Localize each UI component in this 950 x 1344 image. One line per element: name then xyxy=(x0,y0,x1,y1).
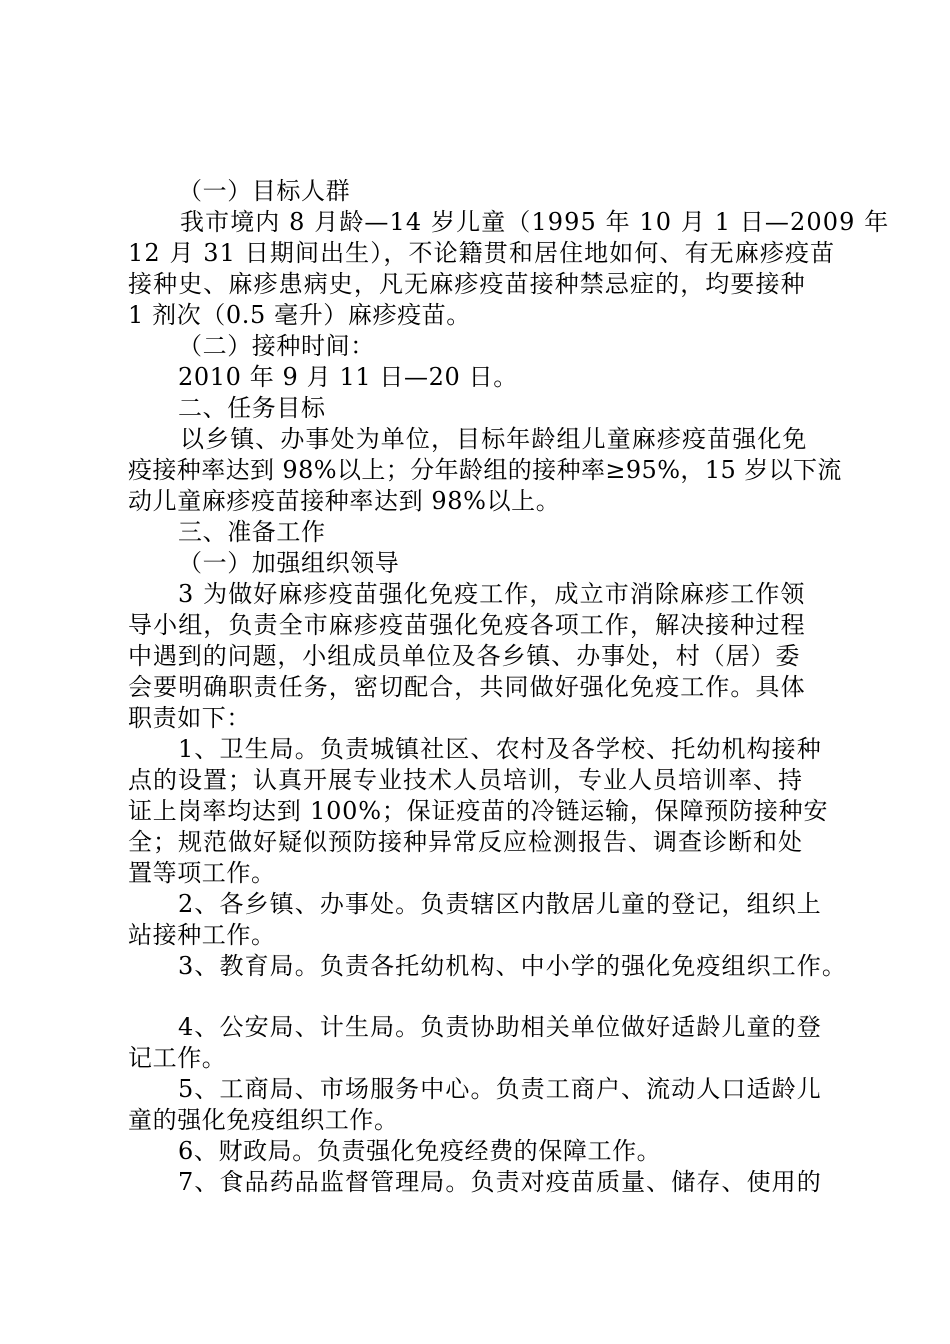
list-item-line: 置等项工作。 xyxy=(128,859,276,887)
paragraph-line: 疫接种率达到 98%以上；分年龄组的接种率≥95%，15 岁以下流 xyxy=(128,456,842,484)
list-item-line: 7、食品药品监督管理局。负责对疫苗质量、储存、使用的 xyxy=(178,1168,822,1196)
list-item-line: 站接种工作。 xyxy=(128,921,276,949)
paragraph-line: 2010 年 9 月 11 日—20 日。 xyxy=(178,363,518,391)
heading-organization: （一）加强组织领导 xyxy=(178,549,400,577)
paragraph-line: 接种史、麻疹患病史，凡无麻疹疫苗接种禁忌症的，均要接种 xyxy=(128,270,806,298)
paragraph-line: 12 月 31 日期间出生），不论籍贯和居住地如何、有无麻疹疫苗 xyxy=(128,239,836,267)
list-item-line: 6、财政局。负责强化免疫经费的保障工作。 xyxy=(178,1137,662,1165)
paragraph-line: 我市境内 8 月龄—14 岁儿童（1995 年 10 月 1 日—2009 年 xyxy=(180,208,890,236)
paragraph-line: 1 剂次（0.5 毫升）麻疹疫苗。 xyxy=(128,301,471,329)
paragraph-line: 动儿童麻疹疫苗接种率达到 98%以上。 xyxy=(128,487,561,515)
paragraph-line: 会要明确职责任务，密切配合，共同做好强化免疫工作。具体 xyxy=(128,673,806,701)
list-item-line: 2、各乡镇、办事处。负责辖区内散居儿童的登记，组织上 xyxy=(178,890,822,918)
paragraph-line: 职责如下： xyxy=(128,704,251,732)
list-item-line: 点的设置；认真开展专业技术人员培训，专业人员培训率、持 xyxy=(128,766,803,794)
list-item-line: 3、教育局。负责各托幼机构、中小学的强化免疫组织工作。 xyxy=(178,952,847,980)
list-item-line: 5、工商局、市场服务中心。负责工商户、流动人口适龄儿 xyxy=(178,1075,822,1103)
paragraph-line: 导小组，负责全市麻疹疫苗强化免疫各项工作，解决接种过程 xyxy=(128,611,806,639)
heading-task-goals: 二、任务目标 xyxy=(178,394,326,422)
list-item-line: 证上岗率均达到 100%；保证疫苗的冷链运输，保障预防接种安 xyxy=(128,797,829,825)
list-item-line: 4、公安局、计生局。负责协助相关单位做好适龄儿童的登 xyxy=(178,1013,822,1041)
heading-target-population: （一）目标人群 xyxy=(178,177,351,205)
list-item-line: 1、卫生局。负责城镇社区、农村及各学校、托幼机构接种 xyxy=(178,735,822,763)
paragraph-line: 3 为做好麻疹疫苗强化免疫工作，成立市消除麻疹工作领 xyxy=(178,580,806,608)
list-item-line: 记工作。 xyxy=(128,1044,227,1072)
paragraph-line: 中遇到的问题，小组成员单位及各乡镇、办事处，村（居）委 xyxy=(128,642,801,670)
list-item-line: 童的强化免疫组织工作。 xyxy=(128,1106,399,1134)
heading-preparation: 三、准备工作 xyxy=(178,518,326,546)
paragraph-line: 以乡镇、办事处为单位，目标年龄组儿童麻疹疫苗强化免 xyxy=(180,425,808,453)
list-item-line: 全；规范做好疑似预防接种异常反应检测报告、调查诊断和处 xyxy=(128,828,803,856)
heading-vaccination-time: （二）接种时间： xyxy=(178,332,375,360)
